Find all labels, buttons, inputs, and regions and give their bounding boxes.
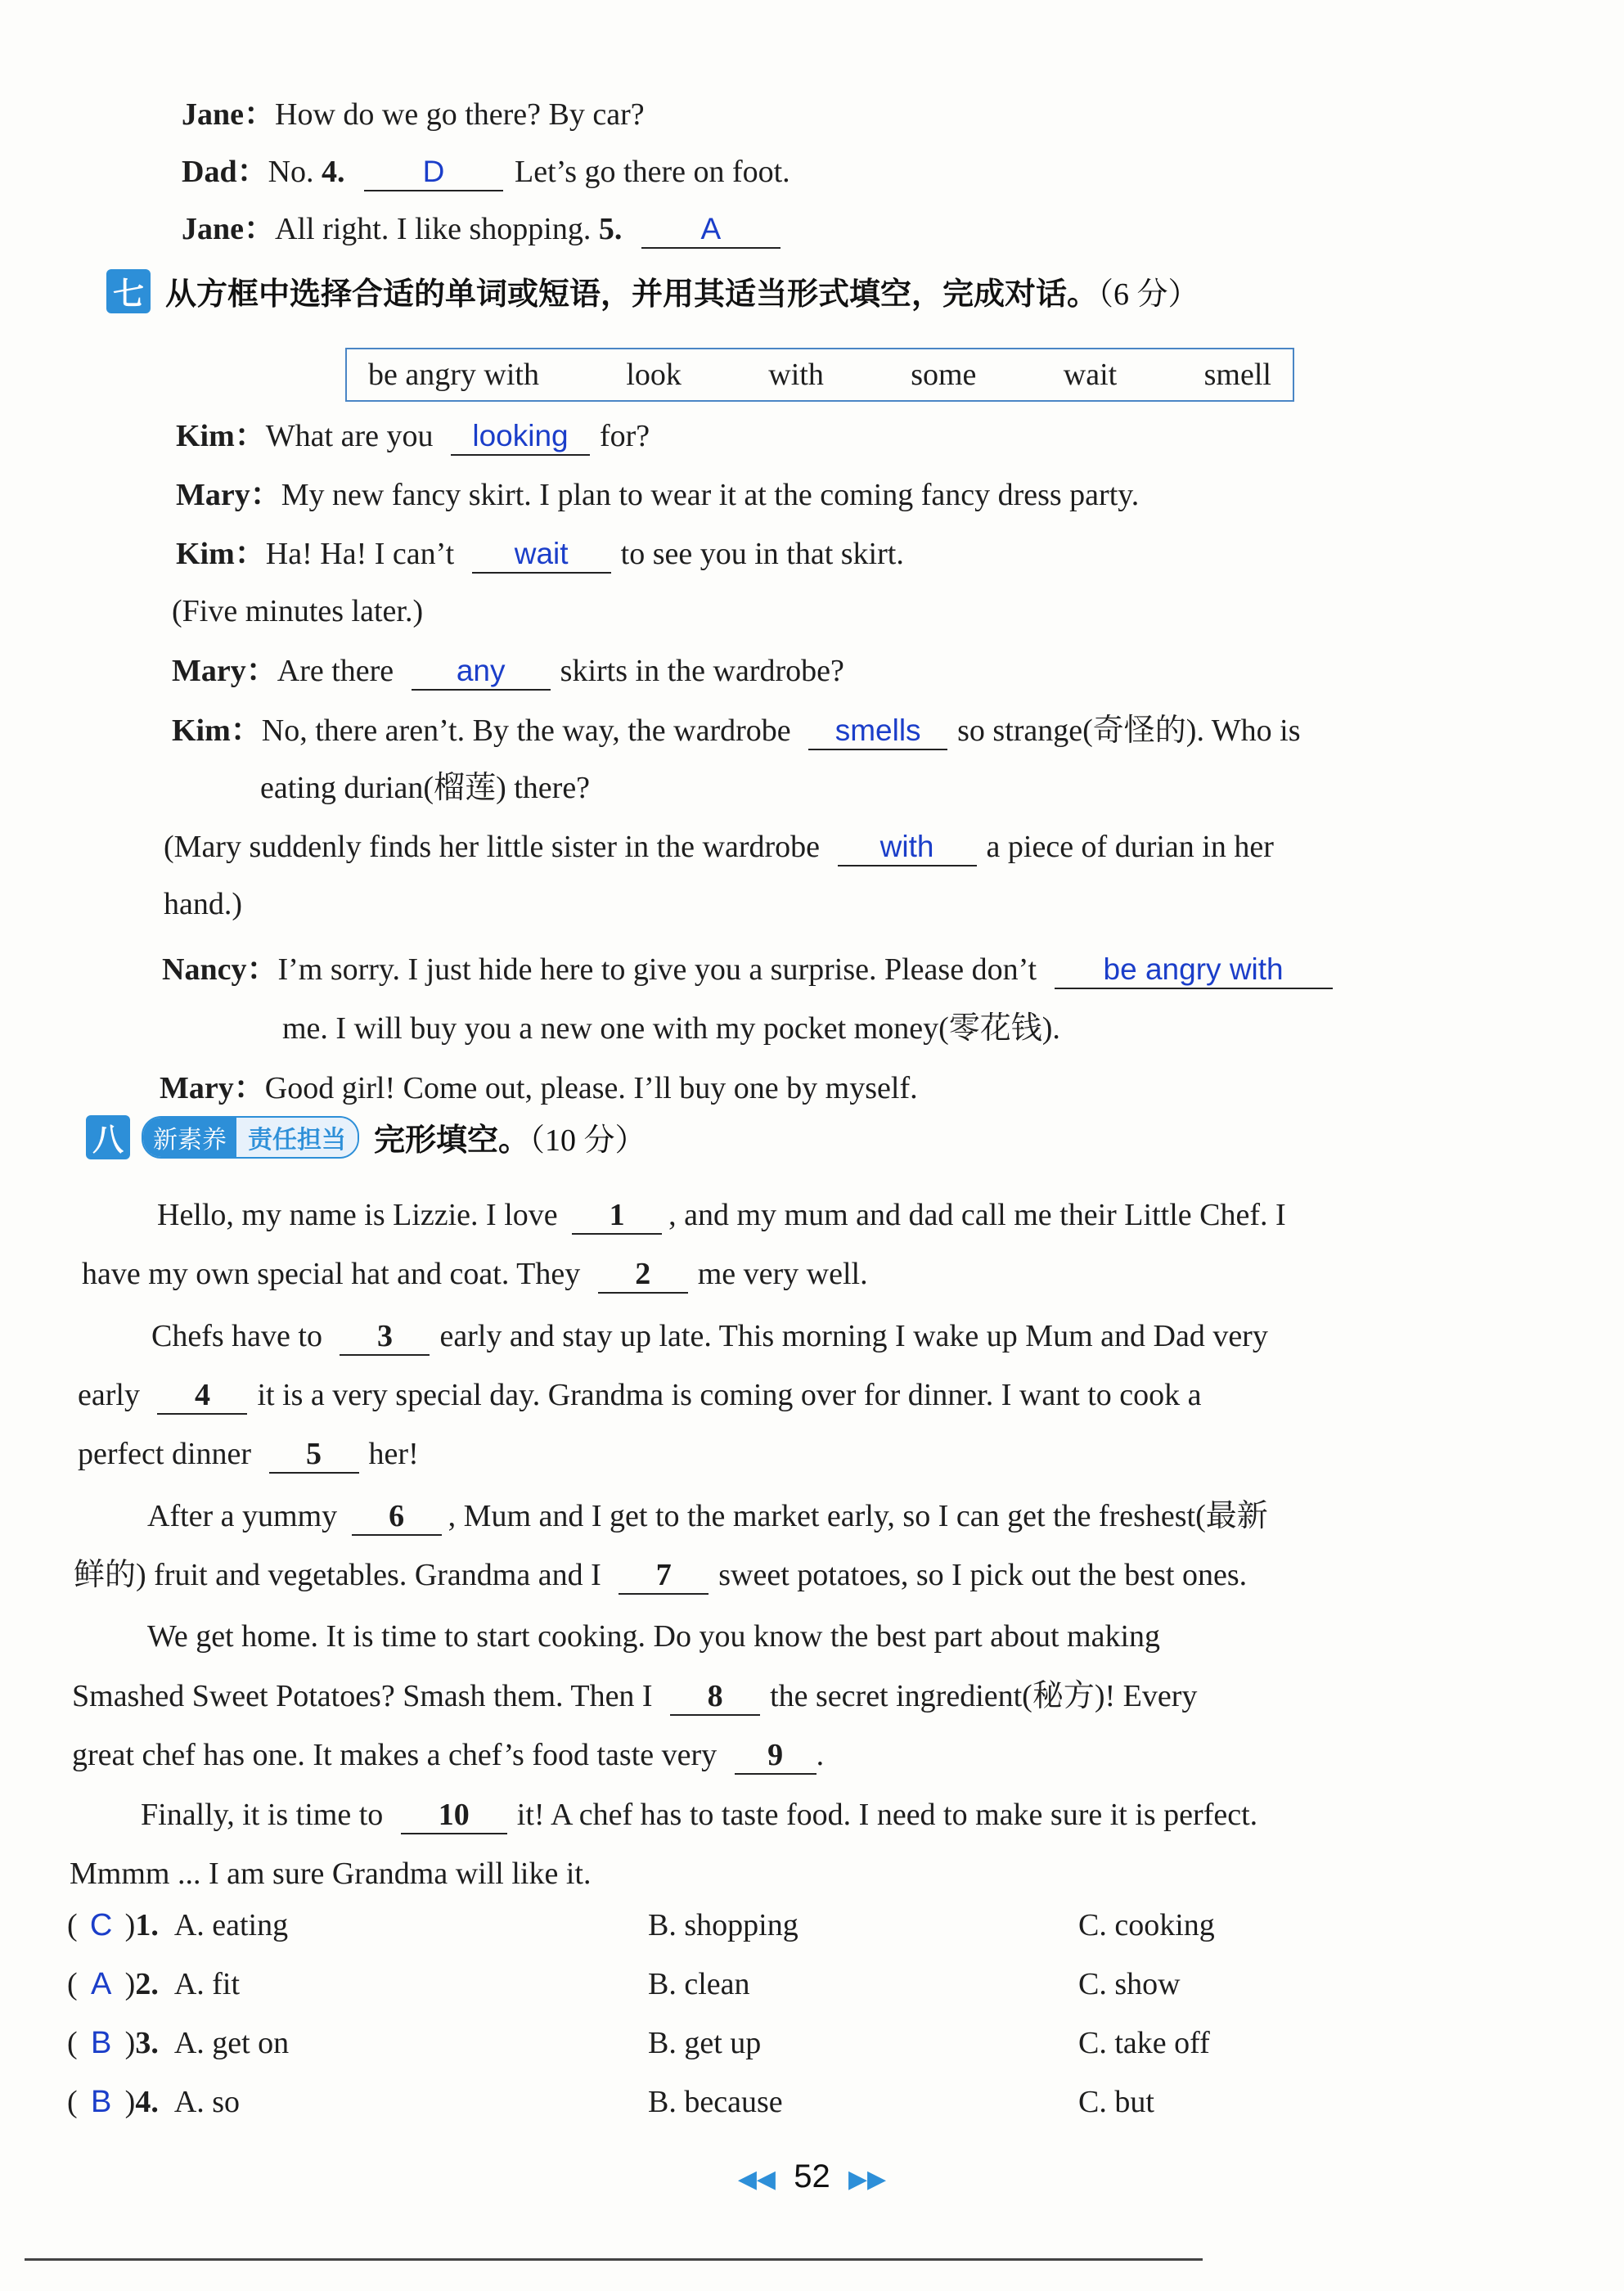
cloze-blank[interactable]: 3: [340, 1318, 430, 1356]
section-title: 完形填空。（10 分）: [374, 1122, 646, 1158]
line-text: No.: [268, 155, 322, 189]
speaker: Kim: [176, 537, 235, 571]
option-a[interactable]: A. eating: [173, 1908, 289, 1942]
line-text: Are there: [277, 654, 394, 688]
option-b[interactable]: B. clean: [648, 1967, 750, 2001]
dialogue-line: Jane：How do we go there? By car?: [182, 97, 645, 132]
section-7-header: [106, 268, 1199, 313]
badge: [142, 1116, 359, 1159]
question-row: ( B )3. A. get on: [67, 2023, 289, 2064]
option-b[interactable]: B. get up: [648, 2026, 762, 2060]
section-number: 八: [86, 1115, 130, 1159]
word-option: wait: [1063, 358, 1118, 392]
cloze-blank[interactable]: 5: [269, 1436, 359, 1474]
dialogue-line: Dad：No. 4. D Let’s go there on foot.: [182, 151, 790, 192]
line-text: a piece of durian in her: [986, 830, 1274, 864]
dialogue-line: Mary：Good girl! Come out, please. I’ll buy one by myself.: [160, 1071, 918, 1105]
speaker: Nancy: [162, 952, 247, 987]
question-row: ( B )4. A. so: [67, 2082, 240, 2122]
passage-line: Finally, it is time to 10 it! A chef has to taste food. I need to make sure it is perfect.: [141, 1794, 1257, 1835]
option-a[interactable]: A. get on: [173, 2026, 290, 2060]
page-number: 52: [794, 2158, 830, 2194]
line-text: (Mary suddenly finds her little sister in the wardrobe: [164, 830, 821, 864]
line-text: eating durian(榴莲) there?: [260, 771, 591, 805]
answer-blank[interactable]: any: [412, 653, 551, 691]
dialogue-line: Mary：Are there any skirts in the wardrobe?: [172, 650, 844, 691]
dialogue-line: Mary：My new fancy skirt. I plan to wear it at the coming fancy dress party.: [176, 478, 1140, 512]
answer-blank[interactable]: smells: [808, 713, 947, 750]
speaker: Mary: [160, 1071, 234, 1105]
passage-line: Chefs have to 3 early and stay up late. This morning I wake up Mum and Dad very: [151, 1316, 1268, 1357]
line-text: so strange(奇怪的). Who is: [957, 713, 1301, 748]
speaker: Kim: [172, 713, 231, 748]
cloze-blank[interactable]: 6: [352, 1498, 442, 1536]
option-c[interactable]: C. cooking: [1078, 1908, 1215, 1942]
passage-line: After a yummy 6 , Mum and I get to the market early, so I can get the freshest(最新: [147, 1496, 1268, 1537]
cloze-blank[interactable]: 8: [670, 1678, 760, 1716]
line-text: me. I will buy you a new one with my pocket money(零花钱).: [282, 1011, 1060, 1046]
section-title: 从方框中选择合适的单词或短语，并用其适当形式填空，完成对话。（6 分）: [165, 276, 1199, 312]
passage-line: have my own special hat and coat. They 2 me very well.: [82, 1254, 868, 1294]
answer-blank[interactable]: wait: [472, 536, 611, 574]
answer-choice[interactable]: B: [90, 2026, 112, 2060]
option-a[interactable]: A. fit: [173, 1967, 241, 2001]
passage-line: Mmmm ... I am sure Grandma will like it.: [70, 1857, 592, 1891]
page-footer: [0, 2158, 1624, 2195]
line-text: to see you in that skirt.: [620, 537, 904, 571]
cloze-blank[interactable]: 9: [735, 1737, 816, 1775]
answer-choice[interactable]: B: [90, 2085, 112, 2119]
answer-choice[interactable]: A: [90, 1967, 112, 2001]
divider: [25, 2258, 1203, 2261]
question-row: ( A )2. A. fit: [67, 1964, 240, 2005]
question-row: ( C )1. A. eating: [67, 1905, 288, 1946]
answer-blank[interactable]: with: [838, 829, 977, 866]
line-text: for?: [599, 419, 650, 453]
word-option: be angry with: [368, 358, 539, 392]
cloze-blank[interactable]: 2: [598, 1256, 688, 1294]
line-text: No, there aren’t. By the way, the wardrobe: [261, 713, 791, 748]
dialogue-line: Kim：What are you looking for?: [176, 416, 650, 457]
question-number: 5.: [598, 212, 623, 246]
passage-line: We get home. It is time to start cooking. Do you know the best part about making: [147, 1619, 1161, 1654]
line-text: How do we go there? By car?: [275, 97, 645, 132]
passage-line: Smashed Sweet Potatoes? Smash them. Then I 8 the secret ingredient(秘方)! Every: [72, 1676, 1197, 1717]
speaker: Mary: [176, 478, 250, 512]
section-score: （10 分）: [529, 1123, 646, 1158]
passage-line: great chef has one. It makes a chef’s food taste very 9 .: [72, 1735, 824, 1776]
speaker: Jane: [182, 97, 244, 132]
word-option: with: [768, 358, 824, 392]
stage-direction: hand.): [164, 887, 243, 921]
answer-blank[interactable]: A: [641, 211, 781, 249]
passage-line: Hello, my name is Lizzie. I love 1 , and my mum and dad call me their Little Chef. I: [157, 1195, 1286, 1236]
section-score: （6 分）: [1098, 277, 1199, 312]
next-page-icon[interactable]: ▶▶: [848, 2166, 887, 2193]
stage-direction: [164, 826, 1274, 867]
speaker: Dad: [182, 155, 237, 189]
word-option: some: [911, 358, 977, 392]
prev-page-icon[interactable]: ◀◀: [737, 2166, 776, 2193]
cloze-blank[interactable]: 10: [401, 1797, 507, 1834]
passage-line: early 4 it is a very special day. Grandma is coming over for dinner. I want to cook a: [78, 1375, 1202, 1416]
answer-blank[interactable]: looking: [451, 418, 590, 456]
passage-line: perfect dinner 5 her!: [78, 1434, 419, 1474]
answer-blank[interactable]: be angry with: [1055, 952, 1333, 989]
answer-choice[interactable]: C: [89, 1908, 113, 1942]
line-text: Ha! Ha! I can’t: [265, 537, 455, 571]
question-number: 4.: [322, 155, 345, 189]
badge-label: 责任担当: [236, 1118, 358, 1157]
cloze-blank[interactable]: 1: [572, 1197, 662, 1235]
badge-label: 新素养: [143, 1118, 236, 1157]
dialogue-line: Kim：No, there aren’t. By the way, the wardrobe smells so strange(奇怪的). Who is: [172, 710, 1300, 751]
dialogue-line: Kim：Ha! Ha! I can’t wait to see you in that skirt.: [176, 533, 904, 574]
line-text: I’m sorry. I just hide here to give you a surprise. Please don’t: [277, 952, 1037, 987]
option-c[interactable]: C. show: [1078, 1967, 1181, 2001]
line-text: skirts in the wardrobe?: [560, 654, 844, 688]
cloze-blank[interactable]: 7: [619, 1557, 709, 1595]
option-b[interactable]: B. shopping: [648, 1908, 799, 1942]
line-text: Good girl! Come out, please. I’ll buy one by myself.: [264, 1071, 918, 1105]
section-number: 七: [106, 269, 151, 313]
word-option: smell: [1203, 358, 1271, 392]
answer-blank[interactable]: D: [364, 154, 503, 191]
speaker: Jane: [182, 212, 244, 246]
option-c[interactable]: C. take off: [1078, 2026, 1210, 2060]
dialogue-line: Jane：All right. I like shopping. 5. A: [182, 209, 781, 250]
speaker: Kim: [176, 419, 235, 453]
cloze-blank[interactable]: 4: [157, 1377, 247, 1415]
word-box: [345, 348, 1294, 402]
option-c[interactable]: C. but: [1078, 2085, 1154, 2119]
line-text: What are you: [265, 419, 434, 453]
line-text: All right. I like shopping.: [275, 212, 599, 246]
option-a[interactable]: A. so: [173, 2085, 241, 2119]
speaker: Mary: [172, 654, 246, 688]
word-option: look: [626, 358, 682, 392]
option-b[interactable]: B. because: [648, 2085, 783, 2119]
line-text: My new fancy skirt. I plan to wear it at the coming fancy dress party.: [281, 478, 1140, 512]
dialogue-line: Nancy：I’m sorry. I just hide here to give you a surprise. Please don’t be angry with: [162, 949, 1333, 990]
stage-direction: (Five minutes later.): [172, 594, 424, 628]
passage-line: 鲜的) fruit and vegetables. Grandma and I 7 sweet potatoes, so I pick out the best ones.: [74, 1555, 1247, 1596]
line-text: Let’s go there on foot.: [515, 155, 790, 189]
section-8-header: [86, 1114, 646, 1159]
